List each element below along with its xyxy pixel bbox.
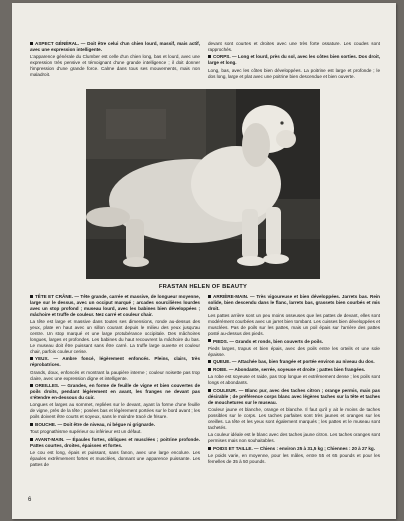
section-heading: ASPECT GÉNÉRAL. — Doit être celui d'un chien lourd, massif, mais actif, avec une expression intelligente. (30, 41, 200, 52)
photo-caption: FRASTAN HELEN OF BEAUTY (158, 284, 248, 290)
body-paragraph: Les pattes arrière sont un peu moins osseuses que les pattes de devant, elles sont modérément courbées avec un jarret bien tombant. Les cuisses bien développées et musclées. Pas de poils sur les pattes, mais un poil épais sur l'arrière des pattes posté au-dessus des pieds. (208, 313, 380, 337)
top-right-column (208, 41, 380, 81)
bullet-square-icon (30, 438, 33, 441)
body-paragraph: Couleur jaune et blanche, orange et blanche. Il faut qu'il y ait le moins de taches possibles sur le corps. Les taches parfaites sont très jaunes et oranges sur les oreilles. La tête et les yeux sont également marqués ; les pattes et le museau sont tachetés. (208, 407, 380, 430)
body-paragraph: Le cou est long, épais et puissant, sans fanon, avec une large encolure. Les épaules extrêmement fortes et musclées, donnant une apparence puissante. Les pattes de (30, 450, 200, 467)
section-heading: ROBE. — Abondante, serrée, soyeuse et droite ; pattes bien frangées. (208, 367, 380, 373)
body-paragraph: devant sont courtes et droites avec une très forte ossature. Les coudes sont rapprochés. (208, 41, 380, 52)
bullet-square-icon (208, 447, 211, 450)
body-paragraph: Tout prognathisme supérieur ou inférieur est un défaut. (30, 429, 142, 435)
bullet-square-icon (208, 295, 211, 298)
bullet-square-icon (208, 55, 211, 58)
body-paragraph: Pieds larges, trapus et bien épais, avec des poils entre les orteils et une sole épaisse. (208, 346, 380, 357)
section-heading: COULEUR. — Blanc pur, avec des taches citron ; orange permis, mais pas désirable ; de préférence corps blanc avec légères taches sur la tête et taches de mouchetures sur le museau. (208, 387, 380, 405)
section-heading: TÊTE ET CRÂNE. — Tête grande, carrée et massive, de longueur moyenne, large sur le dessus, avec un occiput marqué ; arcades sourcilières lourdes avec un stop profond ; museau lourd, avec les babines bien développées ; mâchoire et truffe de couleur. Nez carré et couleur chair. (30, 294, 200, 317)
section-heading: AVANT-MAIN. — Épaules fortes, obliques et musclées ; poitrine profonde. Pattes courtes, droites, épaisses et fortes. (30, 436, 200, 448)
magazine-page (12, 3, 396, 519)
body-paragraph: Grands, doux, enfoncés et montrant la paupière interne ; couleur noisette pas trop claire, avec une expression digne et intelligente. (30, 369, 200, 381)
bullet-square-icon (208, 389, 211, 392)
section-heading: YEUX. — Ambre foncé, légèrement enfoncés. Pleins, clairs, très réprobatrices. (30, 356, 200, 368)
bullet-square-icon (30, 42, 33, 45)
body-paragraph: Longues et larges au sommet, repliées sur le devant, ayant la forme d'une feuille de vigne, près de la tête ; posées bas et légèrement portées sur le bord avant ; les poils doivent être courts et soyeux, sans le moindre tracé de frisure. (30, 402, 200, 420)
section-heading: QUEUE. — Attachée bas, bien frangée et portée environ au niveau du dos. (208, 359, 380, 365)
body-paragraph: La couleur idéale est le blanc avec des taches jaune citron. Les taches oranges sont permises mais non souhaitables. (208, 432, 380, 444)
bullet-square-icon (208, 339, 211, 342)
body-paragraph: Le poids varie, en moyenne, pour les mâles, entre 55 et 65 pounds et pour les femelles de 35 à 50 pounds. (208, 453, 380, 465)
section-heading: BOUCHE. — Doit être de niveau, ni bégue ni grignarde. (30, 422, 200, 428)
section-heading: OREILLES. — Grandes, en forme de feuille de vigne et bien couvertes de poils droits, pendant légèrement en avant, les franges ne devant pas s'étendre en-dessous du cuir. (30, 383, 200, 400)
section-heading: CORPS. — Long et lourd, près du sol, avec les côtes bien sorties. Dos droit, large et long. (208, 54, 380, 66)
bottom-right-column (208, 294, 380, 467)
body-paragraph: Long, bas, avec les côtes bien développées. La poitrine est large et profonde ; le dos long, large et plat avec une poitrine bien descendue et bien ouverte. (208, 67, 380, 79)
body-paragraph: L'apparence générale du Clumber est celle d'un chien long, bas et lourd, avec une expression très pensive et témoignant d'une grande intelligence ; il doit donner l'impression d'une grande force. Calme dans tous ses mouvements, mais non maladroit. (30, 54, 200, 78)
bullet-square-icon (30, 357, 33, 360)
body-paragraph: La tête est large et massive dans toutes ses dimensions, ronde au-dessus des yeux, plate en haut avec un sillon courant depuis le milieu des yeux jusqu'au centre. Un stop marqué et une large protubérance occipitale. Des mâchoires longues, larges et profondes. Les babines du haut recouvrent la mâchoire du bas. Le museau doit être puissant sans être carré. La truffe large ouverte et couleur chair, parfois couleur cerise. (30, 319, 200, 354)
page-number: 6 (28, 497, 32, 503)
bullet-square-icon (30, 295, 33, 298)
dog-photo (86, 89, 320, 279)
bottom-left-column (30, 294, 200, 469)
white-dog-photo (86, 89, 320, 279)
top-left-column (30, 41, 200, 80)
bullet-square-icon (30, 384, 33, 387)
bullet-square-icon (208, 368, 211, 371)
body-paragraph: La robe est soyeuse et raide, pas trop longue et extrêmement dense ; les poils sont longs et abondants. (208, 374, 380, 386)
bullet-square-icon (208, 360, 211, 363)
section-heading: POIDS ET TAILLE. — Chiens : environ 25 à 31,5 kg ; Chiennes : 20 à 27 kg. (208, 446, 380, 452)
section-heading: ARRIÈRE-MAIN. — Très vigoureuse et bien développées. Jarrets bas. Rein solide, bien descendu dans le flanc, larrets bas, grassets bien courbés et mis droit. (208, 294, 380, 311)
bullet-square-icon (30, 423, 33, 426)
section-heading: PIEDS. — Grands et ronds, bien couverts de poils. (208, 339, 380, 345)
